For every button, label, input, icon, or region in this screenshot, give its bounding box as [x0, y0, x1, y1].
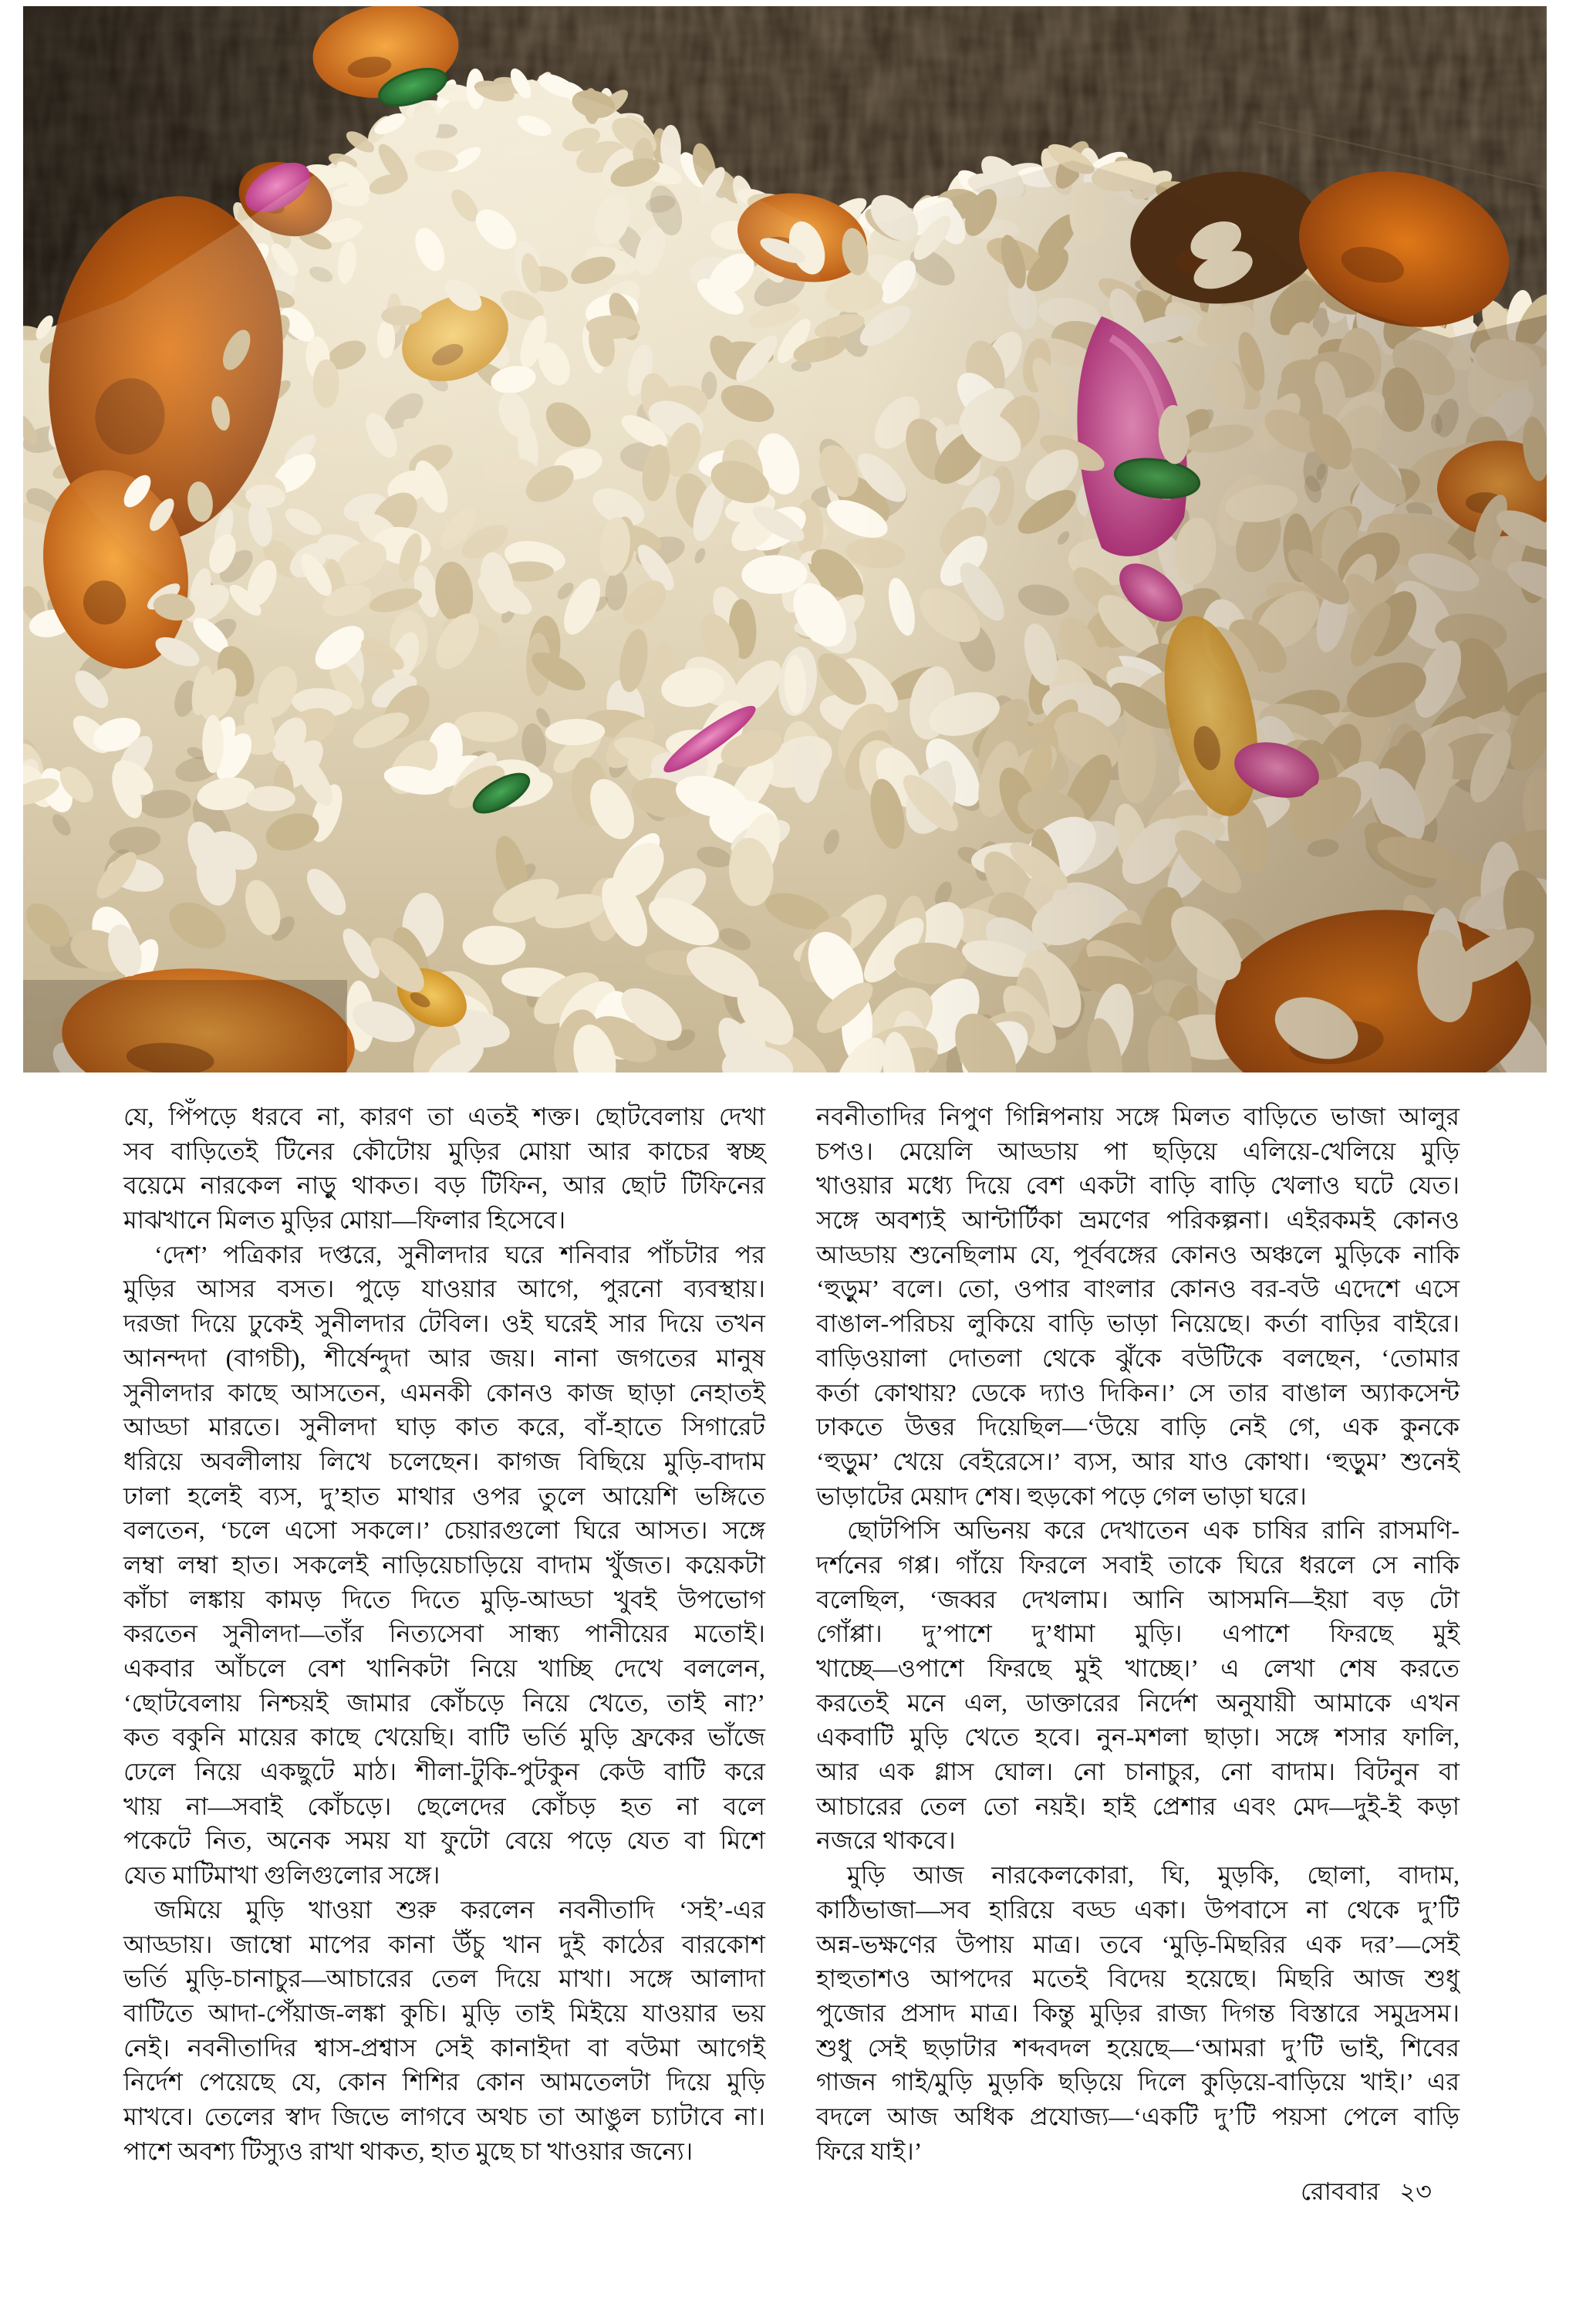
page-footer — [816, 2174, 1460, 2209]
text-line: পাশে অবশ্য টিস্যুও রাখা থাকত, হাত মুছে চা খাওয়ার জন্যে। — [123, 2137, 694, 2165]
text-line: নবনীতাদির নিপুণ গিন্নিপনায় সঙ্গে মিলত বাড়িতে ভাজা আলুর — [816, 1103, 1460, 1130]
text-line: একবার আঁচলে বেশ খানিকটা নিয়ে খাচ্ছি দেখে বললেন, — [123, 1654, 765, 1682]
text-line: সুনীলদার কাছে আসতেন, এমনকী কোনও কাজ ছাড়া নেহাতই — [123, 1378, 765, 1407]
text-line: পুজোর প্রসাদ মাত্র। কিন্তু মুড়ির রাজ্য দিগন্ত বিস্তারে সমুদ্রসম। — [816, 1998, 1460, 2027]
footer-magazine-name: রোববার — [1301, 2177, 1380, 2205]
text-line: ‘দেশ’ পত্রিকার দপ্তরে, সুনীলদার ঘরে শনিবার পাঁচটার পর — [154, 1240, 765, 1268]
text-line: যে, পিঁপড়ে ধরবে না, কারণ তা এতই শক্ত। ছোটবেলায় দেখা — [123, 1103, 765, 1130]
text-line: আর এক গ্লাস ঘোল। নো চানাচুর, নো বাদাম। বিটনুন বা — [816, 1758, 1460, 1786]
text-line: দরজা দিয়ে ঢুকেই সুনীলদার টেবিল। ওই ঘরেই সার দিয়ে তখন — [123, 1309, 765, 1338]
text-line: আড্ডা মারতে। সুনীলদা ঘাড় কাত করে, বাঁ-হাতে সিগারেট — [123, 1413, 765, 1441]
text-line: ‘হুড়ুম’ বলে। তো, ওপার বাংলার কোনও বর-বউ এদেশে এসে — [816, 1275, 1460, 1303]
text-line: করতেই মনে এল, ডাক্তারের নির্দেশ অনুযায়ী আমাকে এখন — [816, 1688, 1460, 1717]
text-line: খাওয়ার মধ্যে দিয়ে বেশ একটা বাড়ি বাড়ি খেলাও ঘটে যেত। — [816, 1171, 1460, 1200]
text-line: বাটিতে আদা-পেঁয়াজ-লঙ্কা কুচি। মুড়ি তাই মিইয়ে যাওয়ার ভয় — [123, 1998, 765, 2027]
text-line: লম্বা লম্বা হাত। সকলেই নাড়িয়েচাড়িয়ে বাদাম খুঁজত। কয়েকটা — [123, 1550, 765, 1579]
text-line: বলেছিল, ‘জব্বর দেখলাম। আনি আসমনি—ইয়া বড় টো — [816, 1585, 1460, 1613]
text-line: খাচ্ছে—ওপাশে ফিরছে মুই খাচ্ছে।’ এ লেখা শেষ করতে — [816, 1654, 1460, 1682]
text-line: ঢাকতে উত্তর দিয়েছিল—‘উয়ে বাড়ি নেই গে, এক কুনকে — [816, 1413, 1460, 1441]
jhalmuri-photo — [23, 6, 1547, 1072]
text-line: বাঙাল-পরিচয় লুকিয়ে বাড়ি ভাড়া নিয়েছে। কর্তা বাড়ির বাইরে। — [816, 1309, 1460, 1338]
text-line: আড্ডায়। জাম্বো মাপের কানা উঁচু খান দুই কাঠের বারকোশ — [123, 1930, 765, 1958]
text-line: মাখবে। তেলের স্বাদ জিভে লাগবে অথচ তা আঙুল চ্যাটাবে না। — [123, 2102, 765, 2130]
text-line: বাড়িওয়ালা দোতলা থেকে ঝুঁকে বউটিকে বলছেন, ‘তোমার — [816, 1343, 1460, 1372]
text-line: অন্ন-ভক্ষণের উপায় মাত্র। তবে ‘মুড়ি-মিছরির এক দর’—সেই — [816, 1930, 1460, 1958]
text-line: সব বাড়িতেই টিনের কৌটোয় মুড়ির মোয়া আর কাচের স্বচ্ছ — [123, 1137, 765, 1165]
text-line: ঢেলে নিয়ে একছুটে মাঠ। শীলা-টুকি-পুটকুন কেউ বাটি করে — [123, 1758, 765, 1786]
text-line: আনন্দদা (বাগচী), শীর্ষেন্দুদা আর জয়। নানা জগতের মানুষ — [123, 1343, 765, 1372]
text-line: জমিয়ে মুড়ি খাওয়া শুরু করলেন নবনীতাদি ‘সই’-এর — [154, 1895, 765, 1924]
text-line: আচারের তেল তো নয়ই। হাই প্রেশার এবং মেদ—দুই-ই কড়া — [816, 1792, 1460, 1820]
article-column-1 — [123, 1100, 765, 2168]
text-line: ভাড়াটের মেয়াদ শেষ। হুড়কো পড়ে গেল ভাড়া ঘরে। — [816, 1481, 1307, 1510]
text-line: গোঁপ্পা। দু’পাশে দু’ধামা মুড়ি। এপাশে ফিরছে মুই — [816, 1620, 1460, 1648]
text-line: একবাটি মুড়ি খেতে হবে। নুন-মশলা ছাড়া। সঙ্গে শসার ফালি, — [816, 1723, 1460, 1751]
text-line: বলতেন, ‘চলে এসো সকলে।’ চেয়ারগুলো ঘিরে আসত। সঙ্গে — [123, 1516, 765, 1545]
text-line: পকেটে নিত, অনেক সময় যা ফুটো বেয়ে পড়ে যেত বা মিশে — [123, 1826, 765, 1855]
footer-page-number: ২৩ — [1399, 2177, 1432, 2205]
text-line: মুড়ি আজ নারকেলকোরা, ঘি, মুড়কি, ছোলা, বাদাম, — [847, 1861, 1460, 1890]
text-line: সঙ্গে অবশ্যই আন্টার্টিকা ভ্রমণের পরিকল্পনা। এইরকমই কোনও — [816, 1206, 1460, 1235]
text-line: বয়েমে নারকেল নাড়ু থাকত। বড় টিফিন, আর ছোট টিফিনের — [123, 1171, 765, 1200]
text-line: ছোটপিসি অভিনয় করে দেখাতেন এক চাষির রানি রাসমণি- — [847, 1516, 1460, 1545]
text-line: নেই। নবনীতাদির শ্বাস-প্রশ্বাস সেই কানাইদা বা বউমা আগেই — [123, 2033, 765, 2062]
text-line: ভর্তি মুড়ি-চানাচুর—আচারের তেল দিয়ে মাখা। সঙ্গে আলাদা — [123, 1964, 765, 1993]
text-line: নির্দেশ পেয়েছে যে, কোন শিশির কোন আমতেলটা দিয়ে মুড়ি — [123, 2068, 765, 2096]
text-line: বদলে আজ অধিক প্রযোজ্য—‘একটি দু’টি পয়সা পেলে বাড়ি — [816, 2102, 1460, 2130]
text-line: শুধু সেই ছড়াটার শব্দবদল হয়েছে—‘আমরা দু’টি ভাই, শিবের — [816, 2033, 1460, 2062]
jhalmuri-photo-illustration — [23, 6, 1547, 1072]
text-line: করতেন সুনীলদা—তাঁর নিত্যসেবা সান্ধ্য পানীয়ের মতোই। — [123, 1620, 765, 1648]
text-line: দর্শনের গপ্প। গাঁয়ে ফিরলে সবাই তাকে ঘিরে ধরলে সে নাকি — [816, 1550, 1460, 1579]
text-line: খায় না—সবাই কোঁচড়ে। ছেলেদের কোঁচড় হত না বলে — [123, 1792, 765, 1820]
text-line: গাজন গাই/মুড়ি মুড়কি ছড়িয়ে দিলে কুড়িয়ে-বাড়িয়ে খাই।’ এর — [816, 2068, 1460, 2096]
text-line: চপও। মেয়েলি আড্ডায় পা ছড়িয়ে এলিয়ে-খেলিয়ে মুড়ি — [816, 1137, 1460, 1165]
text-line: কর্তা কোথায়? ডেকে দ্যাও দিকিন।’ সে তার বাঙাল অ্যাকসেন্ট — [816, 1378, 1460, 1407]
text-line: আড্ডায় শুনেছিলাম যে, পূর্ববঙ্গের কোনও অঞ্চলে মুড়িকে নাকি — [816, 1240, 1460, 1268]
article-column-2 — [816, 1100, 1460, 2168]
text-line: ‘ছোটবেলায় নিশ্চয়ই জামার কোঁচড়ে নিয়ে খেতে, তাই না?’ — [123, 1688, 765, 1717]
text-line: নজরে থাকবে। — [816, 1826, 956, 1855]
text-line: যেত মাটিমাখা গুলিগুলোর সঙ্গে। — [123, 1861, 440, 1890]
text-line: হাহুতাশও আপদের মতেই বিদেয় হয়েছে। মিছরি আজ শুধু — [816, 1964, 1460, 1993]
text-line: কাঁচা লঙ্কায় কামড় দিতে দিতে মুড়ি-আড্ডা খুবই উপভোগ — [123, 1585, 765, 1613]
text-line: ‘হুড়ুম’ খেয়ে বেইরেসে।’ ব্যস, আর যাও কোথা। ‘হুড়ুম’ শুনেই — [816, 1447, 1460, 1475]
text-line: মাঝখানে মিলত মুড়ির মোয়া—ফিলার হিসেবে। — [123, 1206, 566, 1235]
text-line: কত বকুনি মায়ের কাছে খেয়েছি। বাটি ভর্তি মুড়ি ফ্রকের ভাঁজে — [123, 1723, 765, 1751]
text-line: কাঠিভাজা—সব হারিয়ে বড্ড একা। উপবাসে না থেকে দু’টি — [816, 1895, 1460, 1924]
text-line: ধরিয়ে অবলীলায় লিখে চলেছেন। কাগজ বিছিয়ে মুড়ি-বাদাম — [123, 1447, 765, 1475]
text-line: মুড়ির আসর বসত। পুড়ে যাওয়ার আগে, পুরনো ব্যবস্থায়। — [123, 1275, 765, 1303]
text-line: ফিরে যাই।’ — [816, 2137, 923, 2165]
text-line: ঢালা হলেই ব্যস, দু’হাত মাথার ওপর তুলে আয়েশি ভঙ্গিতে — [123, 1481, 765, 1510]
